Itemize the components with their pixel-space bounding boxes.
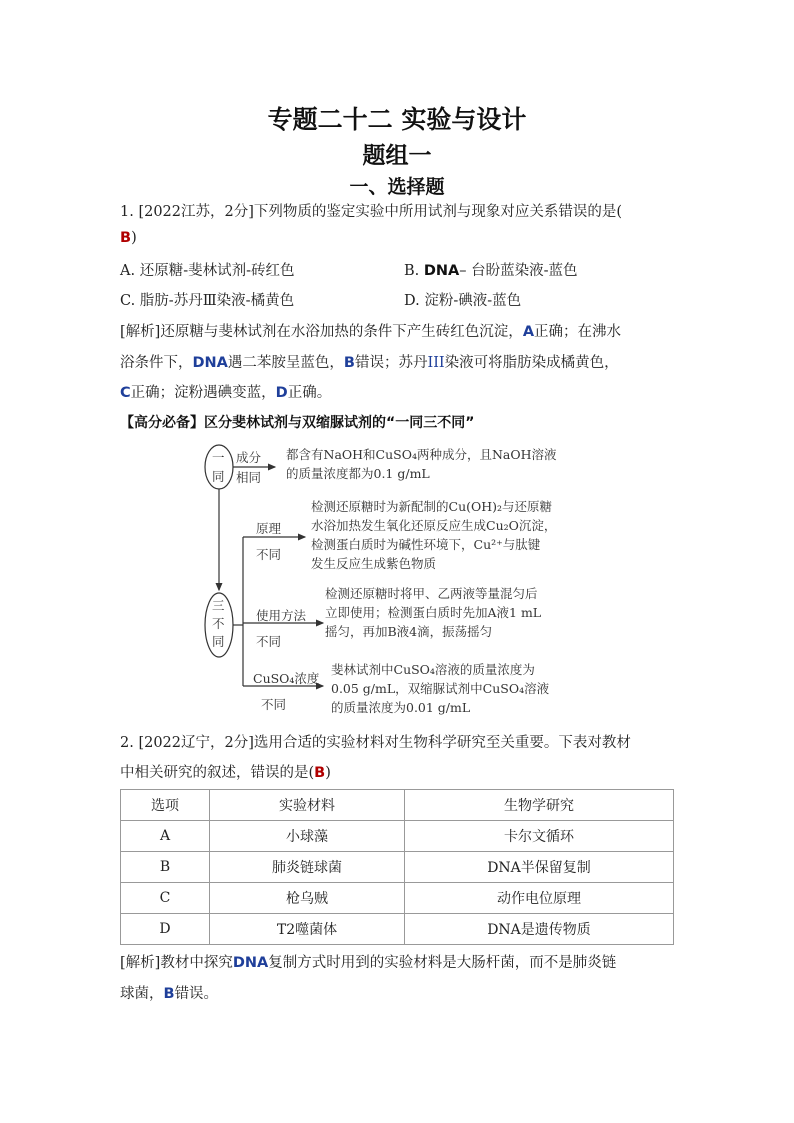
table-row: B 肺炎链球菌 DNA半保留复制 [121,852,674,883]
table-row: A 小球藻 卡尔文循环 [121,821,674,852]
circle-one-text: 一 同 [212,450,225,484]
q2-stem-1: 2. [2022辽宁，2分]选用合适的实验材料对生物科学研究至关重要。下表对教材 [120,735,631,751]
q2-table [120,789,674,945]
table-row: D T2噬菌体 DNA是遗传物质 [121,914,674,945]
branch-4-text: 斐林试剂中CuSO₄溶液的质量浓度为 0.05 g/mL，双缩脲试剂中CuSO₄溶液 的质量浓度为0.01 g/mL [331,662,550,715]
q2-answer: B [314,765,326,781]
q1-answer-line: B) [120,230,137,246]
page-title: 专题二十二 实验与设计 [267,105,527,134]
q1-explanation-2: 浴条件下，DNA遇二苯胺呈蓝色，B错误；苏丹III染液可将脂肪染成橘黄色， [120,355,619,371]
branch-3-text: 检测还原糖时将甲、乙两液等量混匀后 立即使用；检测蛋白质时先加A液1 mL 摇匀，再加B液4滴，振荡摇匀 [325,586,542,639]
q1-option-a: A. 还原糖-斐林试剂-砖红色 [120,263,295,279]
q1-option-b: B. DNA– 台盼蓝染液-蓝色 [404,263,578,279]
q1-stem: 1. [2022江苏，2分]下列物质的鉴定实验中所用试剂与现象对应关系错误的是( [120,204,623,220]
q2-explanation-2: 球菌，B错误。 [120,986,219,1002]
circle-three-text: 三 不 同 [212,598,225,649]
table-row: C 枪乌贼 动作电位原理 [121,883,674,914]
q1-option-c: C. 脂肪-苏丹Ⅲ染液-橘黄色 [120,293,295,309]
tip-heading: 【高分必备】区分斐林试剂与双缩脲试剂的“一同三不同” [120,415,475,431]
q1-option-d: D. 淀粉-碘液-蓝色 [404,293,522,309]
branch-3-label: 使用方法 不同 [256,608,307,649]
q1-answer: B [120,230,132,246]
branch-1-label: 成分 相同 [236,450,262,485]
q2-explanation-1: [解析]教材中探究DNA复制方式时用到的实验材料是大肠杆菌，而不是肺炎链 [120,955,617,971]
group-title: 题组一 [362,143,432,169]
branch-1-text: 都含有NaOH和CuSO₄两种成分，且NaOH溶液 的质量浓度都为0.1 g/mL [286,447,557,481]
section-title: 一、选择题 [349,176,445,198]
table-header-row: 选项 实验材料 生物学研究 [121,790,674,821]
q2-stem-2: 中相关研究的叙述，错误的是(B) [120,765,331,781]
q1-explanation-3: C正确；淀粉遇碘变蓝，D正确。 [120,385,332,401]
branch-4-label: CuSO₄浓度 不同 [253,671,320,712]
branch-2-label: 原理 不同 [256,521,282,562]
q1-explanation-1: [解析]还原糖与斐林试剂在水浴加热的条件下产生砖红色沉淀，A正确；在沸水 [120,324,622,340]
branch-2-text: 检测还原糖时为新配制的Cu(OH)₂与还原糖 水浴加热发生氧化还原反应生成Cu₂O沉淀， 检测蛋白质时为碱性环境下，Cu²⁺与肽键 发生反应生成紫色物质 [311,499,557,571]
